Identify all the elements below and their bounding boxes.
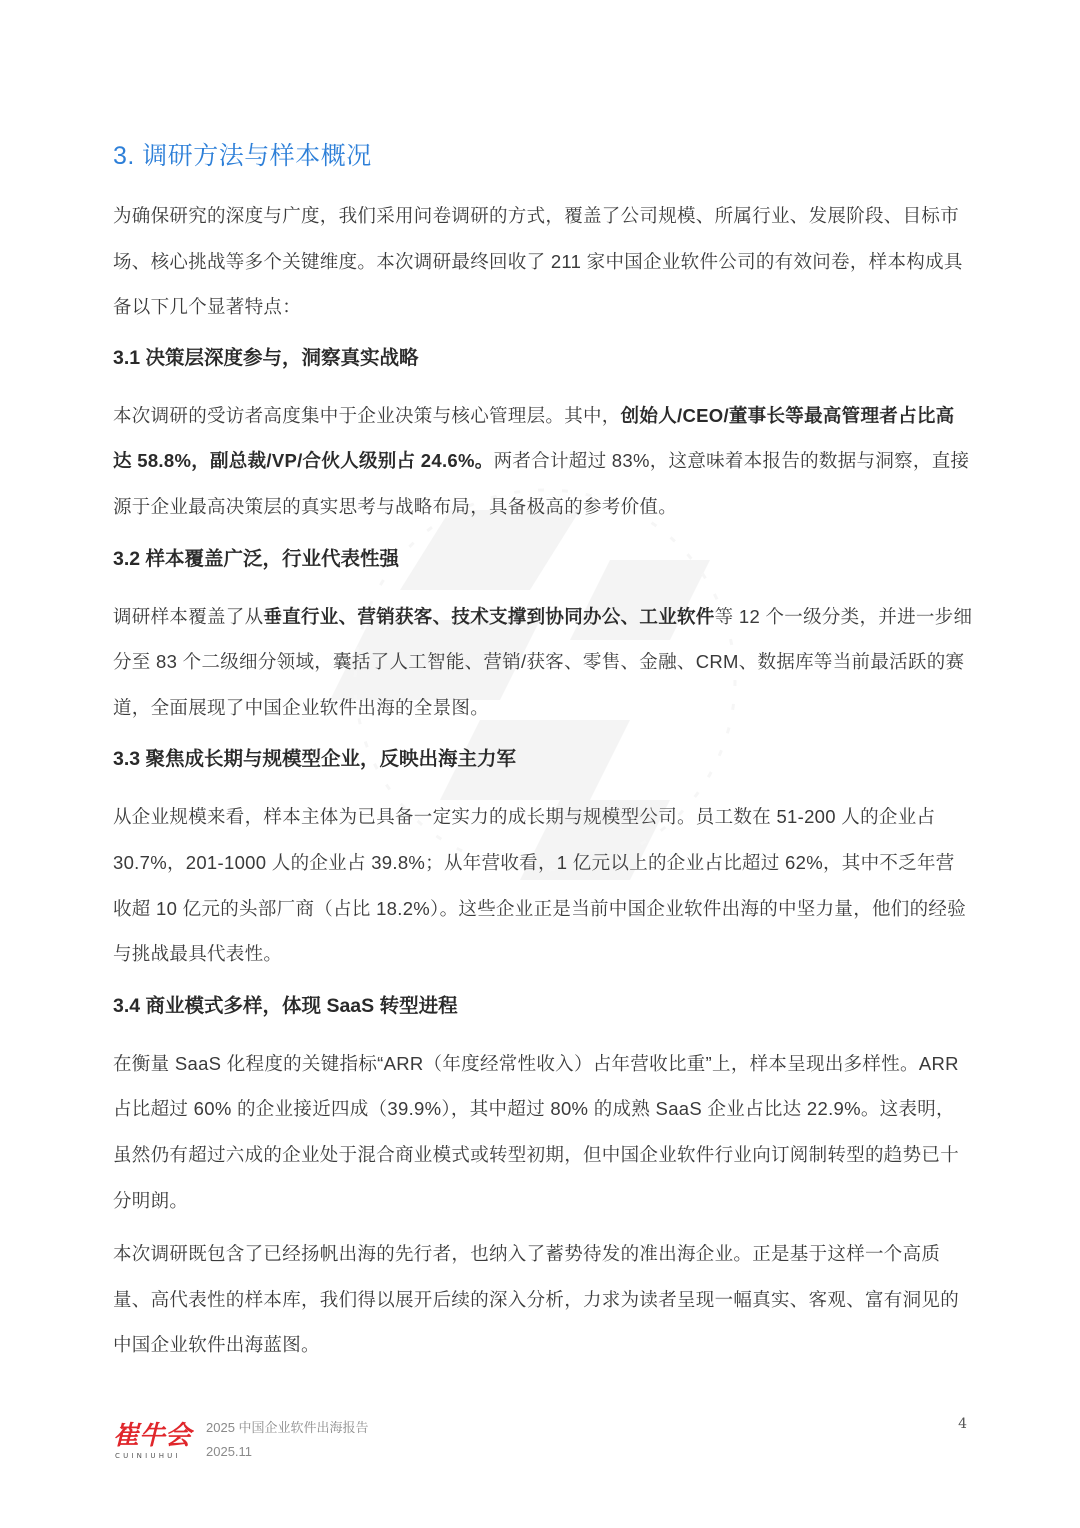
bold-highlight: 创始人/CEO/董事长等最高管理者占比高达 58.8%，副总裁/VP/合伙人级别占 24.6%。 (113, 404, 955, 472)
paragraph-3-3: 从企业规模来看，样本主体为已具备一定实力的成长期与规模型公司。员工数在 51-200 人的企业占 30.7%，201-1000 人的企业占 39.8%；从年营收看，1 亿元以上的企业占比超过 62%，其中不乏年营收超 10 亿元的头部厂商（占比 18.2%）。这些企业正是当前中国企业软件出海的中坚力量，他们的经验与挑战最具代表性。 (113, 806, 967, 965)
subsection-heading-3-2: 3.2 样本覆盖广泛，行业代表性强 (113, 547, 400, 570)
subsection-heading-3-1: 3.1 决策层深度参与，洞察真实战略 (113, 346, 419, 369)
report-date: 2025.11 (206, 1444, 253, 1459)
intro-paragraph: 为确保研究的深度与广度，我们采用问卷调研的方式，覆盖了公司规模、所属行业、发展阶段、目标市场、核心挑战等多个关键维度。本次调研最终回收了 211 家中国企业软件公司的有效问卷，样本构成具备以下几个显著特点： (113, 205, 963, 318)
page-number: 4 (958, 1416, 967, 1432)
main-content (113, 138, 973, 1368)
paragraph-3-2: 调研样本覆盖了从垂直行业、营销获客、技术支撑到协同办公、工业软件等 12 个一级分类，并进一步细分至 83 个二级细分领域，囊括了人工智能、营销/获客、零售、金融、CRM、数据库等当前最活跃的赛道，全面展现了中国企业软件出海的全景图。 (113, 605, 973, 718)
cuiniuhui-logo-icon (113, 1416, 195, 1462)
page-footer (113, 1416, 973, 1466)
paragraph-3-4: 在衡量 SaaS 化程度的关键指标“ARR（年度经常性收入）占年营收比重”上，样本呈现出多样性。ARR 占比超过 60% 的企业接近四成（39.9%），其中超过 80% 的成熟 SaaS 企业占比达 22.9%。这表明，虽然仍有超过六成的企业处于混合商业模式或转型初期，但中国企业软件行业向订阅制转型的趋势已十分明朗。 (113, 1052, 960, 1211)
bold-highlight: 垂直行业、营销获客、技术支撑到协同办公、工业软件 (263, 605, 715, 627)
report-title: 2025 中国企业软件出海报告 (206, 1420, 369, 1435)
closing-paragraph: 本次调研既包含了已经扬帆出海的先行者，也纳入了蓄势待发的准出海企业。正是基于这样一个高质量、高代表性的样本库，我们得以展开后续的深入分析，力求为读者呈现一幅真实、客观、富有洞见的中国企业软件出海蓝图。 (113, 1243, 960, 1356)
svg-text:崔牛会: 崔牛会 (113, 1421, 192, 1451)
section-title: 3. 调研方法与样本概况 (113, 142, 372, 170)
footer-text (206, 1416, 369, 1464)
paragraph-3-1: 本次调研的受访者高度集中于企业决策与核心管理层。其中，创始人/CEO/董事长等最高管理者占比高达 58.8%，副总裁/VP/合伙人级别占 24.6%。两者合计超过 83%，这意味着本报告的数据与洞察，直接源于企业最高决策层的真实思考与战略布局，具备极高的参考价值。 (113, 404, 970, 517)
subsection-heading-3-4: 3.4 商业模式多样，体现 SaaS 转型进程 (113, 994, 458, 1017)
subsection-heading-3-3: 3.3 聚焦成长期与规模型企业，反映出海主力军 (113, 748, 517, 771)
svg-text:CUINIUHUI: CUINIUHUI (115, 1452, 181, 1460)
